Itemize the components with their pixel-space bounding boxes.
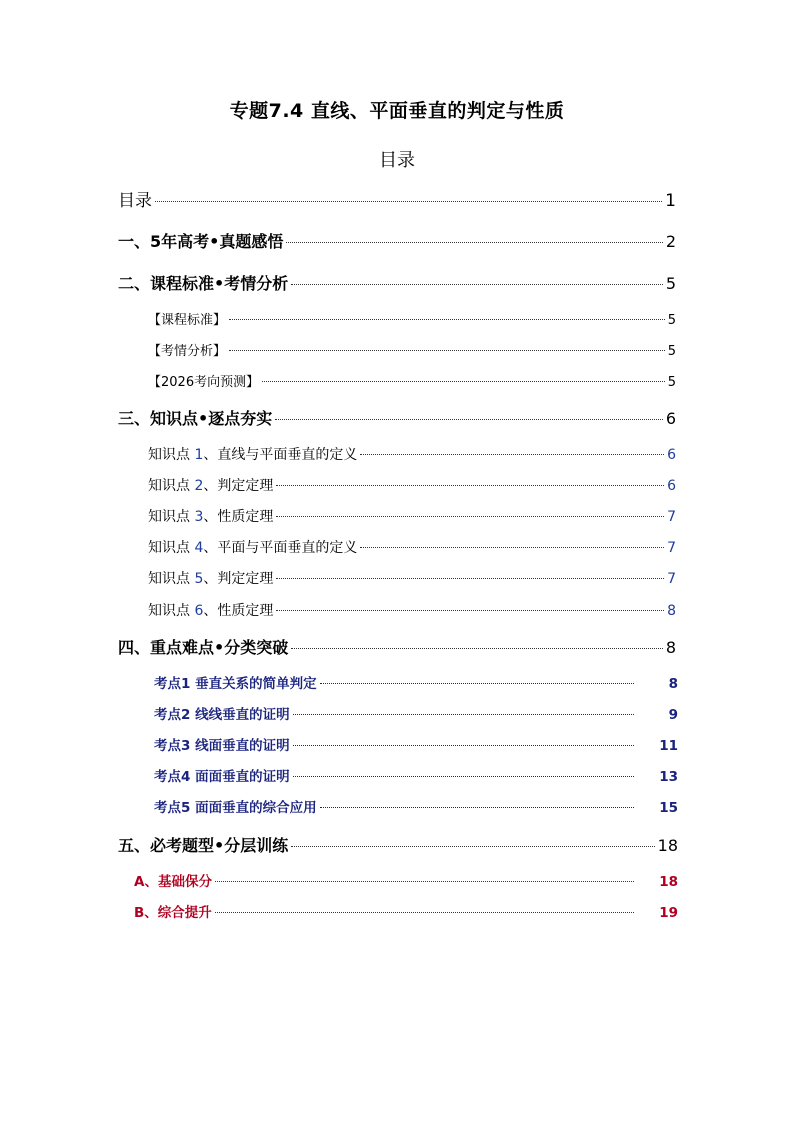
dot-leader <box>229 319 665 320</box>
toc-label: 三、知识点•逐点夯实 <box>118 409 273 428</box>
toc-label: 目录 <box>118 191 152 211</box>
toc-entry-knowledge-point-5[interactable] <box>148 568 676 590</box>
toc-label: 考点5 面面垂直的综合应用 <box>154 800 317 816</box>
toc-entry-comprehensive-training[interactable] <box>134 902 678 924</box>
dot-leader <box>293 745 634 746</box>
toc-label: 考点1 垂直关系的简单判定 <box>154 676 317 692</box>
toc-page-number: 6 <box>667 447 676 463</box>
dot-leader <box>291 846 654 847</box>
dot-leader <box>291 648 663 649</box>
toc-label: A、基础保分 <box>134 874 212 890</box>
dot-leader <box>215 881 634 882</box>
knowledge-prefix: 知识点 <box>148 509 190 525</box>
toc-label: 考点3 线面垂直的证明 <box>154 738 290 754</box>
toc-page-number: 5 <box>665 274 676 293</box>
toc-label: 五、必考题型•分层训练 <box>118 836 289 855</box>
knowledge-prefix: 知识点 <box>148 603 190 619</box>
knowledge-text: 、性质定理 <box>203 509 274 525</box>
toc-entry-section-2[interactable] <box>118 273 676 295</box>
toc-page-number: 5 <box>667 344 676 359</box>
dot-leader <box>293 714 634 715</box>
toc-entry-exam-point-2[interactable] <box>154 704 678 726</box>
toc-page-number: 7 <box>667 540 676 556</box>
toc-entry-knowledge-point-3[interactable] <box>148 506 676 528</box>
toc-page-number: 8 <box>665 638 676 657</box>
dot-leader <box>276 578 664 579</box>
toc-page-number: 5 <box>667 313 676 328</box>
dot-leader <box>320 683 634 684</box>
toc-page-number: 8 <box>667 603 676 619</box>
toc-label: 考点4 面面垂直的证明 <box>154 769 290 785</box>
knowledge-prefix: 知识点 <box>148 540 190 556</box>
dot-leader <box>286 242 662 243</box>
toc-entry-exam-point-1[interactable] <box>154 673 678 695</box>
toc-page-number: 6 <box>667 478 676 494</box>
toc-label <box>148 444 357 466</box>
knowledge-prefix: 知识点 <box>148 571 190 587</box>
toc-entry-knowledge-point-2[interactable] <box>148 475 676 497</box>
toc-entry-exam-analysis[interactable] <box>148 341 676 363</box>
toc-page-number: 18 <box>657 836 678 855</box>
toc-label: 考点2 线线垂直的证明 <box>154 707 290 723</box>
toc-page-number: 11 <box>659 738 678 754</box>
toc-entry-mulu[interactable] <box>118 190 676 212</box>
toc-label: 一、5年高考•真题感悟 <box>118 232 284 251</box>
knowledge-text: 、性质定理 <box>203 603 274 619</box>
dot-leader <box>215 912 634 913</box>
toc-entry-basic-training[interactable] <box>134 871 678 893</box>
toc-label: 【课程标准】 <box>148 313 227 328</box>
dot-leader <box>155 201 662 202</box>
toc-label <box>148 475 273 497</box>
dot-leader <box>291 284 663 285</box>
toc-label: 【考情分析】 <box>148 344 227 359</box>
toc-page-number: 8 <box>668 676 678 692</box>
toc-label <box>148 600 273 622</box>
toc-page-number: 9 <box>668 707 678 723</box>
knowledge-number: 1 <box>194 447 204 463</box>
dot-leader <box>275 419 663 420</box>
toc-label <box>148 506 273 528</box>
toc-page-number: 19 <box>659 905 678 921</box>
toc-label: 四、重点难点•分类突破 <box>118 638 289 657</box>
toc-entry-curriculum-standard[interactable] <box>148 310 676 332</box>
toc-page-number: 15 <box>659 800 678 816</box>
dot-leader <box>229 350 665 351</box>
knowledge-text: 、判定定理 <box>203 571 274 587</box>
toc-page-number: 18 <box>659 874 678 890</box>
toc-entry-section-4[interactable] <box>118 637 676 659</box>
knowledge-prefix: 知识点 <box>148 447 190 463</box>
toc-page-number: 7 <box>667 509 676 525</box>
dot-leader <box>276 610 664 611</box>
knowledge-text: 、平面与平面垂直的定义 <box>203 540 358 556</box>
toc-entry-knowledge-point-1[interactable] <box>148 444 676 466</box>
dot-leader <box>262 381 665 382</box>
toc-page-number: 13 <box>659 769 678 785</box>
toc-label: 二、课程标准•考情分析 <box>118 274 289 293</box>
knowledge-text: 、直线与平面垂直的定义 <box>203 447 358 463</box>
dot-leader <box>360 547 664 548</box>
toc-entry-section-3[interactable] <box>118 408 676 430</box>
toc-label: 【2026考向预测】 <box>148 375 260 390</box>
toc-label: B、综合提升 <box>134 905 212 921</box>
toc-entry-2026-forecast[interactable] <box>148 372 676 394</box>
toc-page-number: 6 <box>665 409 676 428</box>
dot-leader <box>293 776 634 777</box>
knowledge-number: 5 <box>194 571 204 587</box>
toc-page-number: 7 <box>667 571 676 587</box>
toc-entry-exam-point-5[interactable] <box>154 797 678 819</box>
toc-entry-knowledge-point-6[interactable] <box>148 600 676 622</box>
toc-page-number: 1 <box>665 191 676 211</box>
toc-entry-section-5[interactable] <box>118 835 678 857</box>
dot-leader <box>320 807 634 808</box>
dot-leader <box>276 516 664 517</box>
toc-page-number: 5 <box>667 375 676 390</box>
dot-leader <box>360 454 664 455</box>
dot-leader <box>276 485 664 486</box>
knowledge-number: 2 <box>194 478 204 494</box>
toc-entry-exam-point-4[interactable] <box>154 766 678 788</box>
knowledge-text: 、判定定理 <box>203 478 274 494</box>
toc-label <box>148 568 273 590</box>
toc-entry-exam-point-3[interactable] <box>154 735 678 757</box>
page-title: 专题7.4 直线、平面垂直的判定与性质 <box>229 100 565 122</box>
knowledge-number: 3 <box>194 509 204 525</box>
toc-entry-section-1[interactable] <box>118 231 676 253</box>
knowledge-number: 6 <box>194 603 204 619</box>
knowledge-prefix: 知识点 <box>148 478 190 494</box>
toc-label <box>148 537 357 559</box>
knowledge-number: 4 <box>194 540 204 556</box>
toc-entry-knowledge-point-4[interactable] <box>148 537 676 559</box>
toc-heading: 目录 <box>379 150 415 171</box>
toc-page-number: 2 <box>665 232 676 251</box>
